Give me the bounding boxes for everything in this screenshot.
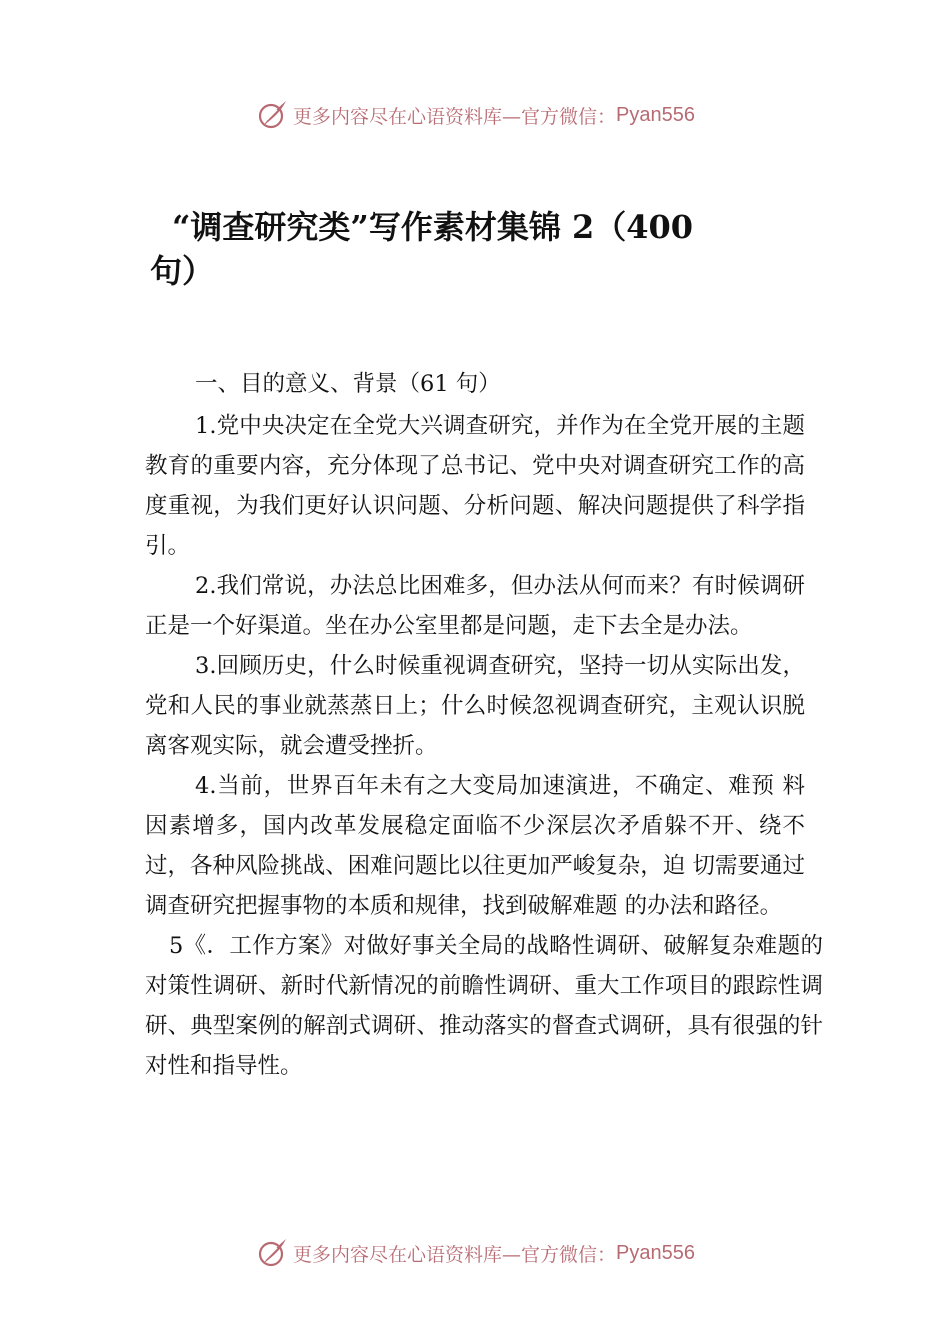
paragraph-3: 3.回顾历史，什么时候重视调查研究，坚持一切从实际出发，党和人民的事业就蒸蒸日上；什么时候忽视调查研究，主观认识脱离客观实际，就会遭受挫折。 bbox=[145, 653, 805, 759]
paragraph-5 bbox=[145, 926, 823, 1086]
watermark-footer bbox=[0, 1231, 950, 1275]
section-heading: 一、目的意义、背景（61 句） bbox=[195, 371, 501, 397]
watermark-wechat-id: Pyan556 bbox=[616, 103, 695, 126]
watermark-text: 更多内容尽在心语资料库—官方微信： bbox=[293, 105, 617, 128]
watermark-wechat-id: Pyan556 bbox=[616, 1241, 695, 1264]
document-title bbox=[150, 205, 750, 293]
paragraph-5-text: 5《．工作方案》对做好事关全局的战略性调研、破解复杂难题的对策性调研、新时代新情况的前瞻性调研、重大工作项目的跟踪性调研、典型案例的解剖式调研、推动落实的督查式调研，具有很强的针对性和指导性。 bbox=[145, 933, 823, 1079]
document-body bbox=[145, 364, 835, 1086]
paragraph-4: 4.当前，世界百年未有之大变局加速演进，不确定、难预 料因素增多，国内改革发展稳定面临不少深层次矛盾躲不开、绕不过，各种风险挑战、困难问题比以往更加严峻复杂，迫 切需要通过调查研究把握事物的本质和规律，找到破解难题 的办法和路径。 bbox=[145, 773, 805, 919]
watermark-header bbox=[0, 93, 950, 137]
paragraph-2: 2.我们常说，办法总比困难多，但办法从何而来？有时候调研正是一个好渠道。坐在办公室里都是问题，走下去全是办法。 bbox=[145, 573, 805, 639]
quill-logo-icon bbox=[255, 98, 289, 132]
title-line-2: 句） bbox=[150, 252, 215, 290]
quill-logo-icon bbox=[255, 1236, 289, 1270]
paragraph-1: 1.党中央决定在全党大兴调查研究，并作为在全党开展的主题教育的重要内容，充分体现了总书记、党中央对调查研究工作的高度重视，为我们更好认识问题、分析问题、解决问题提供了科学指引。 bbox=[145, 413, 805, 559]
watermark-text: 更多内容尽在心语资料库—官方微信： bbox=[293, 1243, 617, 1266]
title-line-1: “调查研究类”写作素材集锦 2（400 bbox=[172, 208, 694, 246]
